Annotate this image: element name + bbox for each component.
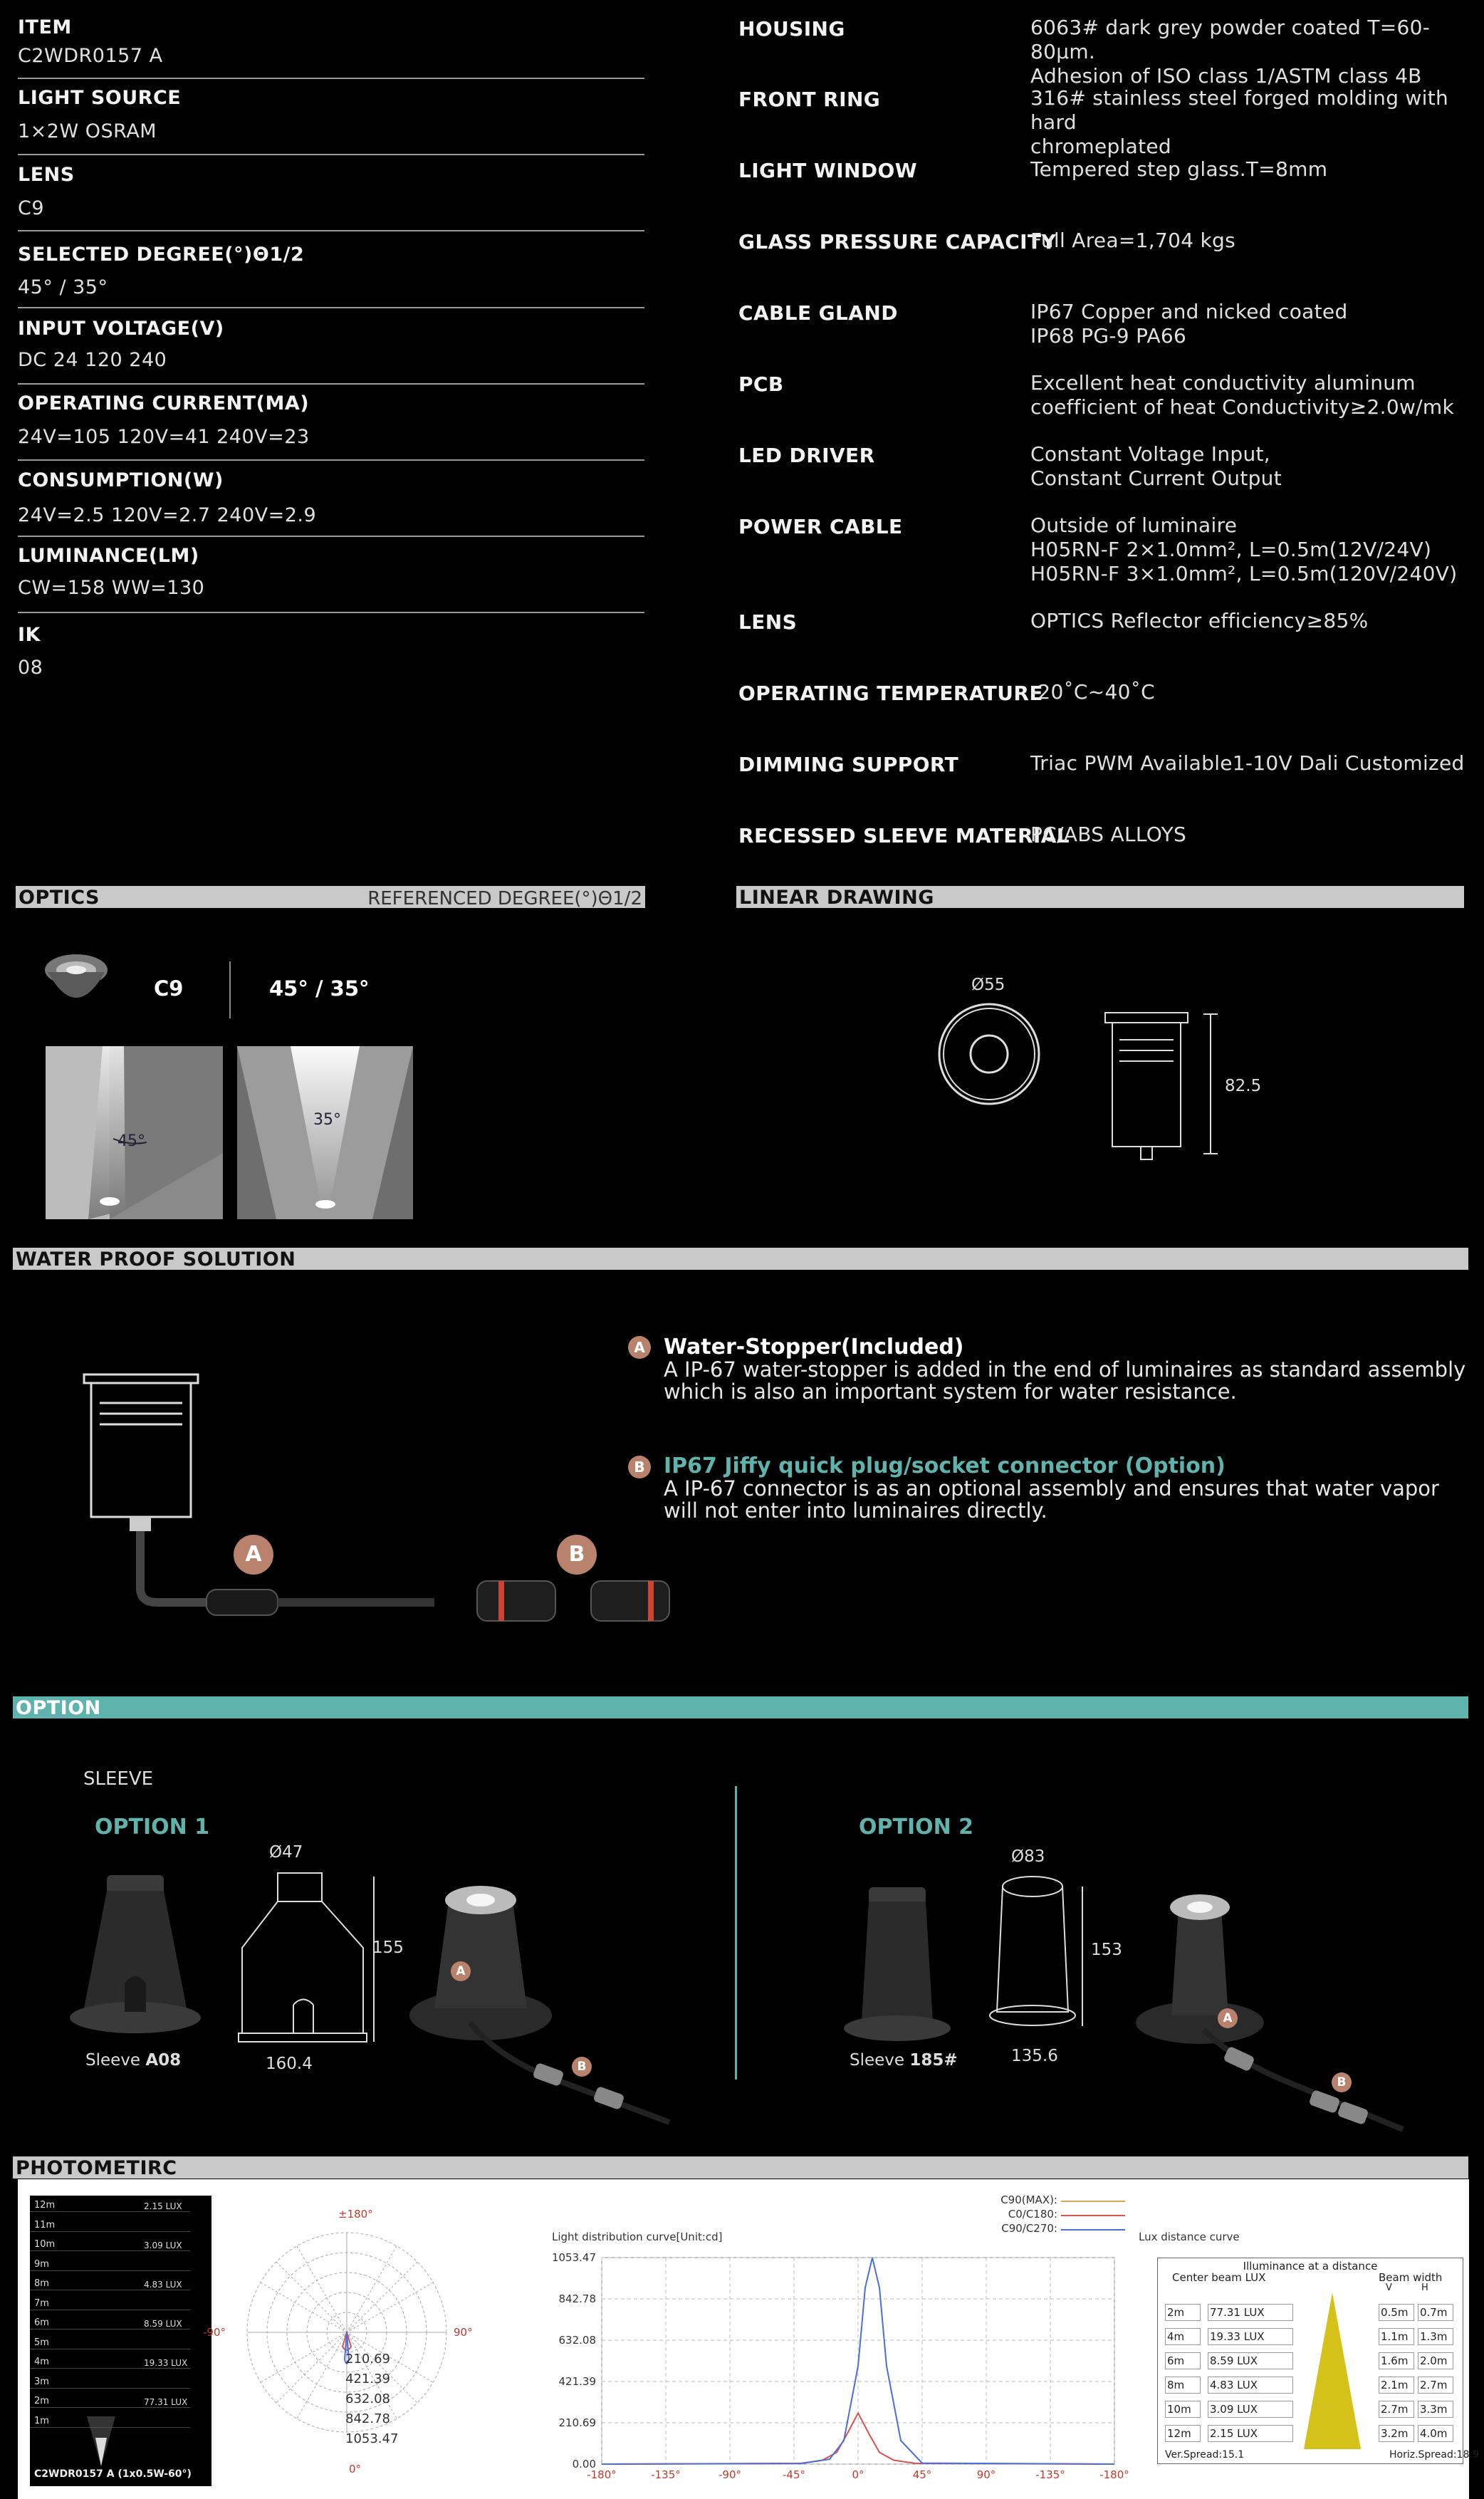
legend-label: C90/C270: [1001, 2222, 1057, 2235]
ver-spread: Ver.Spread:15.1 [1165, 2449, 1245, 2461]
height-label: 82.5 [1225, 1077, 1262, 1095]
y-tick-label: 421.39 [558, 2374, 596, 2388]
isolux-row-label: 8m [34, 2278, 49, 2289]
spec-value-line: IP68 PG-9 PA66 [1030, 324, 1187, 348]
polar-top-label: ±180° [338, 2208, 373, 2221]
spec-label: ITEM [18, 16, 72, 38]
section-title: PHOTOMETIRC [16, 2157, 177, 2179]
spec-value [1030, 371, 1454, 419]
badge-a: A [628, 1336, 651, 1359]
lux-distance: 10m [1165, 2401, 1201, 2418]
spec-value-line: chromeplated [1030, 135, 1171, 158]
isolux-row-label: 11m [34, 2219, 56, 2231]
divider [735, 1786, 737, 2080]
polar-value: 842.78 [345, 2411, 390, 2426]
spec-value-line: Outside of luminaire [1030, 513, 1238, 537]
spec-value: 08 [18, 657, 43, 679]
spec-value: 24V=105 120V=41 240V=23 [18, 426, 310, 448]
note-line: A IP-67 connector is as an optional assembly and ensures that water vapor [664, 1476, 1439, 1501]
polar-value: 1053.47 [345, 2431, 399, 2446]
lux-row [1165, 2398, 1453, 2419]
sleeve-a08-photo [68, 1869, 203, 2055]
note-line: which is also an important system for water resistance. [664, 1379, 1237, 1404]
lux-curve-title: Lux distance curve [1139, 2231, 1240, 2243]
spec-value: 24V=2.5 120V=2.7 240V=2.9 [18, 504, 317, 526]
caption-prefix: Sleeve [85, 2051, 146, 2070]
caption-model: A08 [145, 2051, 182, 2070]
isolux-diagram [30, 2196, 211, 2486]
spec-value-line: 6063# dark grey powder coated T=60-80μm. [1030, 16, 1431, 63]
lux-distance: 2m [1165, 2304, 1201, 2321]
legend-swatch [1061, 2215, 1125, 2216]
legend-label: C90(MAX): [1000, 2193, 1057, 2206]
lux-distance: 12m [1165, 2425, 1201, 2442]
waterproof-assembly-drawing [78, 1367, 719, 1624]
lux-row [1165, 2374, 1453, 2395]
note-b-title: IP67 Jiffy quick plug/socket connector (Option) [664, 1454, 1226, 1478]
lux-h-width: 2.7m [1418, 2377, 1453, 2394]
option-2-title: OPTION 2 [859, 1815, 974, 1840]
spec-label: GLASS PRESSURE CAPACITY [738, 230, 1057, 254]
divider [18, 307, 644, 308]
section-header-waterproof [13, 1248, 1468, 1270]
x-tick-label: -90° [719, 2468, 741, 2481]
lux-value: 4.83 LUX [1208, 2377, 1293, 2394]
spec-value [1030, 229, 1235, 253]
spec-value-line: H05RN-F 2×1.0mm², L=0.5m(12V/24V) [1030, 538, 1432, 561]
isolux-value: 3.09 LUX [144, 2240, 182, 2250]
y-tick-label: 210.69 [558, 2416, 596, 2430]
spec-value: 45° / 35° [18, 276, 108, 298]
x-tick-label: -135° [651, 2468, 681, 2481]
spec-label: LED DRIVER [738, 444, 875, 467]
polar-value: 210.69 [345, 2352, 390, 2367]
dimension-label: 153 [1091, 1941, 1122, 1959]
section-header-optics [16, 886, 645, 908]
lux-value: 19.33 LUX [1208, 2328, 1293, 2345]
dimension-label: Ø47 [269, 1843, 303, 1862]
section-title: WATER PROOF SOLUTION [16, 1248, 296, 1271]
spec-value-line: Full Area=1,704 kgs [1030, 229, 1236, 252]
chart-title: Light distribution curve[Unit:cd] [552, 2231, 723, 2243]
y-tick-label: 632.08 [558, 2334, 596, 2347]
sleeve-a08-drawing [228, 1862, 385, 2047]
isolux-gridline [30, 2407, 190, 2408]
assembly-option-1-photo [392, 1873, 712, 2144]
lux-v-width: 0.5m [1379, 2304, 1414, 2321]
divider [18, 612, 644, 613]
spec-value-line: OPTICS Reflector efficiency≥85% [1030, 609, 1369, 632]
diameter-label: Ø55 [971, 976, 1005, 994]
spec-value [1030, 16, 1484, 88]
isolux-value: 19.33 LUX [144, 2358, 188, 2368]
spec-value-line: Tempered step glass.T=8mm [1030, 157, 1328, 181]
spec-label: PCB [738, 372, 784, 396]
lux-value: 8.59 LUX [1208, 2352, 1293, 2369]
optics-lens-name: C9 [154, 976, 184, 1001]
spec-value-line: coefficient of heat Conductivity≥2.0w/mk [1030, 395, 1454, 419]
y-tick-label: 0.00 [572, 2458, 596, 2471]
note-a-title: Water-Stopper(Included) [664, 1335, 964, 1360]
beam-35-illustration [237, 1046, 413, 1219]
spec-label: OPERATING TEMPERATURE [738, 682, 1043, 705]
isolux-row-label: 2m [34, 2396, 49, 2406]
spec-value [1030, 513, 1457, 586]
isolux-gridline [30, 2270, 190, 2271]
isolux-row-label: 1m [34, 2415, 49, 2426]
angle-label: 35° [313, 1111, 341, 1129]
section-header-photometric [13, 2156, 1468, 2179]
x-tick-label: 0° [852, 2468, 864, 2481]
isolux-gridline [30, 2368, 190, 2369]
spec-value: DC 24 120 240 [18, 349, 167, 371]
isolux-row-label: 12m [34, 2200, 56, 2211]
badge-a: A [234, 1535, 273, 1575]
sleeve-caption [85, 2051, 181, 2070]
x-tick-label: -180° [587, 2468, 617, 2481]
dimension-label: 160.4 [266, 2055, 313, 2073]
spec-value [1030, 751, 1465, 776]
isolux-gridline [30, 2329, 190, 2330]
x-tick-label: 90° [976, 2468, 996, 2481]
note-line: A IP-67 water-stopper is added in the end of luminaires as standard assembly [664, 1357, 1466, 1382]
isolux-value: 8.59 LUX [144, 2319, 182, 2329]
divider [18, 154, 644, 155]
polar-left-label: -90° [203, 2326, 226, 2339]
section-header-linear [736, 886, 1464, 908]
beam-cone-icon [80, 2409, 122, 2466]
spec-label: LUMINANCE(LM) [18, 545, 199, 567]
section-title: LINEAR DRAWING [739, 887, 934, 909]
y-tick-label: 1053.47 [551, 2251, 596, 2264]
lux-distance: 8m [1165, 2377, 1201, 2394]
sleeve-185-photo [840, 1880, 954, 2058]
divider [18, 536, 644, 537]
isolux-gridline [30, 2231, 190, 2232]
front-view-drawing [936, 1001, 1043, 1107]
lux-v-width: 2.1m [1379, 2377, 1414, 2394]
divider [18, 459, 644, 461]
side-view-drawing [1104, 1011, 1225, 1161]
light-distribution-chart [545, 2243, 1136, 2493]
lux-v-width: 1.1m [1379, 2328, 1414, 2345]
legend-swatch [1061, 2201, 1125, 2202]
spec-label: LIGHT WINDOW [738, 159, 917, 182]
isolux-row-label: 3m [34, 2376, 49, 2387]
lux-distance: 4m [1165, 2328, 1201, 2345]
note-a-body [664, 1359, 1465, 1403]
x-tick-label: -135° [1035, 2468, 1065, 2481]
spec-label: CABLE GLAND [738, 301, 898, 325]
dimension-label: 135.6 [1011, 2047, 1058, 2065]
lux-h-width: 3.3m [1418, 2401, 1453, 2418]
spec-label: IK [18, 624, 41, 646]
lux-h-width: 4.0m [1418, 2425, 1453, 2442]
polar-right-label: 90° [454, 2326, 473, 2339]
assembly-option-2-photo [1118, 1880, 1446, 2151]
lux-value: 77.31 LUX [1208, 2304, 1293, 2321]
photometric-panel [18, 2179, 1479, 2499]
lux-h-width: 2.0m [1418, 2352, 1453, 2369]
isolux-value: 77.31 LUX [144, 2397, 188, 2407]
spec-value: 1×2W OSRAM [18, 120, 157, 142]
spec-value [1030, 157, 1327, 182]
isolux-gridline [30, 2388, 190, 2389]
lux-row [1165, 2301, 1453, 2322]
polar-diagram [229, 2208, 464, 2493]
divider [18, 230, 644, 231]
divider [18, 78, 644, 79]
section-title: OPTICS [19, 887, 100, 909]
sleeve-caption [850, 2051, 958, 2070]
polar-value: 632.08 [345, 2391, 390, 2406]
spec-label: OPERATING CURRENT(MA) [18, 392, 310, 414]
lux-v-width: 3.2m [1379, 2425, 1414, 2442]
lux-distance: 6m [1165, 2352, 1201, 2369]
spec-label: FRONT RING [738, 88, 881, 111]
dimension-label: 155 [372, 1939, 404, 1957]
spec-value [1030, 823, 1186, 847]
spec-value: C2WDR0157 A [18, 45, 163, 67]
spec-value-line: PC/ABS ALLOYS [1030, 823, 1187, 846]
spec-label: INPUT VOLTAGE(V) [18, 318, 224, 340]
spec-value-line: -20˚C~40˚C [1030, 680, 1155, 704]
isolux-value: 2.15 LUX [144, 2201, 182, 2211]
polar-bottom-label: 0° [349, 2463, 362, 2475]
caption-prefix: Sleeve [850, 2051, 910, 2070]
spec-value-line: Excellent heat conductivity aluminum [1030, 371, 1416, 395]
optics-ref-label: REFERENCED DEGREE(°)Θ1/2 [367, 888, 642, 909]
lux-value: 2.15 LUX [1208, 2425, 1293, 2442]
spec-value: CW=158 WW=130 [18, 577, 205, 599]
note-line: will not enter into luminaires directly. [664, 1498, 1047, 1523]
spec-value-line: Adhesion of ISO class 1/ASTM class 4B [1030, 64, 1422, 88]
legend-label: C0/C180: [1008, 2208, 1057, 2221]
caption-model: 185# [909, 2051, 958, 2070]
section-header-option [13, 1696, 1468, 1718]
lux-v-width: 2.7m [1379, 2401, 1414, 2418]
lux-row [1165, 2349, 1453, 2371]
spec-label: RECESSED SLEEVE MATERIAL [738, 824, 1070, 847]
x-tick-label: -180° [1099, 2468, 1129, 2481]
spec-value-line: H05RN-F 3×1.0mm², L=0.5m(120V/240V) [1030, 562, 1458, 585]
spec-value-line: IP67 Copper and nicked coated [1030, 300, 1348, 323]
lens-icon [37, 945, 115, 1023]
lux-col-header: Center beam LUX [1172, 2271, 1266, 2284]
isolux-row-label: 6m [34, 2317, 49, 2328]
badge-a: A [1218, 2008, 1238, 2028]
note-b-body [664, 1478, 1439, 1522]
isolux-row-label: 10m [34, 2239, 56, 2250]
lux-row [1165, 2325, 1453, 2347]
isolux-row-label: 5m [34, 2337, 49, 2348]
lux-col-h: H [1421, 2283, 1428, 2293]
isolux-gridline [30, 2250, 190, 2251]
polar-value: 421.39 [345, 2372, 390, 2386]
divider [229, 961, 231, 1018]
spec-value-line: 316# stainless steel forged molding with hard [1030, 86, 1449, 134]
spec-label: DIMMING SUPPORT [738, 753, 959, 776]
sleeve-label: SLEEVE [83, 1768, 154, 1790]
spec-value [1030, 86, 1484, 159]
spec-label: HOUSING [738, 17, 845, 41]
badge-b: B [628, 1456, 651, 1478]
spec-label: LENS [738, 610, 798, 634]
spec-value [1030, 609, 1369, 633]
lux-table-title: Illuminance at a distance [1243, 2260, 1378, 2273]
section-title: OPTION [16, 1697, 101, 1719]
lux-h-width: 1.3m [1418, 2328, 1453, 2345]
badge-b: B [557, 1535, 597, 1575]
legend-swatch [1061, 2229, 1125, 2231]
spec-label: CONSUMPTION(W) [18, 469, 224, 491]
spec-value-line: Constant Current Output [1030, 466, 1282, 490]
badge-a: A [451, 1961, 471, 1981]
y-tick-label: 842.78 [558, 2292, 596, 2305]
lux-col-v: V [1386, 2283, 1392, 2293]
optics-degrees: 45° / 35° [269, 976, 370, 1001]
isolux-gridline [30, 2211, 190, 2212]
spec-value [1030, 300, 1348, 348]
x-tick-label: -45° [783, 2468, 805, 2481]
lux-row [1165, 2422, 1453, 2443]
badge-b: B [1332, 2072, 1352, 2092]
hor-spread: Horiz.Spread:18.9 [1389, 2449, 1479, 2461]
lux-table [1157, 2258, 1479, 2464]
option-1-title: OPTION 1 [95, 1815, 210, 1840]
spec-value-line: Constant Voltage Input, [1030, 442, 1271, 466]
lux-col-header: Beam width [1379, 2271, 1443, 2284]
divider [18, 383, 644, 385]
spec-value [1030, 442, 1282, 491]
spec-value-line: Triac PWM Available1-10V Dali Customized [1030, 751, 1465, 775]
lux-value: 3.09 LUX [1208, 2401, 1293, 2418]
lux-h-width: 0.7m [1418, 2304, 1453, 2321]
spec-label: LIGHT SOURCE [18, 87, 182, 109]
lux-v-width: 1.6m [1379, 2352, 1414, 2369]
spec-label: POWER CABLE [738, 515, 903, 538]
isolux-row-label: 9m [34, 2258, 49, 2270]
isolux-caption: C2WDR0157 A (1x0.5W-60°) [34, 2468, 192, 2480]
spec-label: LENS [18, 164, 75, 186]
angle-label: 45° [117, 1132, 145, 1150]
spec-value [1030, 680, 1155, 704]
spec-label: SELECTED DEGREE(°)Θ1/2 [18, 244, 305, 266]
dimension-label: Ø83 [1011, 1847, 1045, 1866]
spec-value: C9 [18, 197, 45, 219]
isolux-row-label: 4m [34, 2357, 49, 2367]
badge-b: B [572, 2057, 592, 2077]
x-tick-label: 45° [912, 2468, 932, 2481]
isolux-value: 4.83 LUX [144, 2280, 182, 2290]
isolux-row-label: 7m [34, 2297, 49, 2309]
